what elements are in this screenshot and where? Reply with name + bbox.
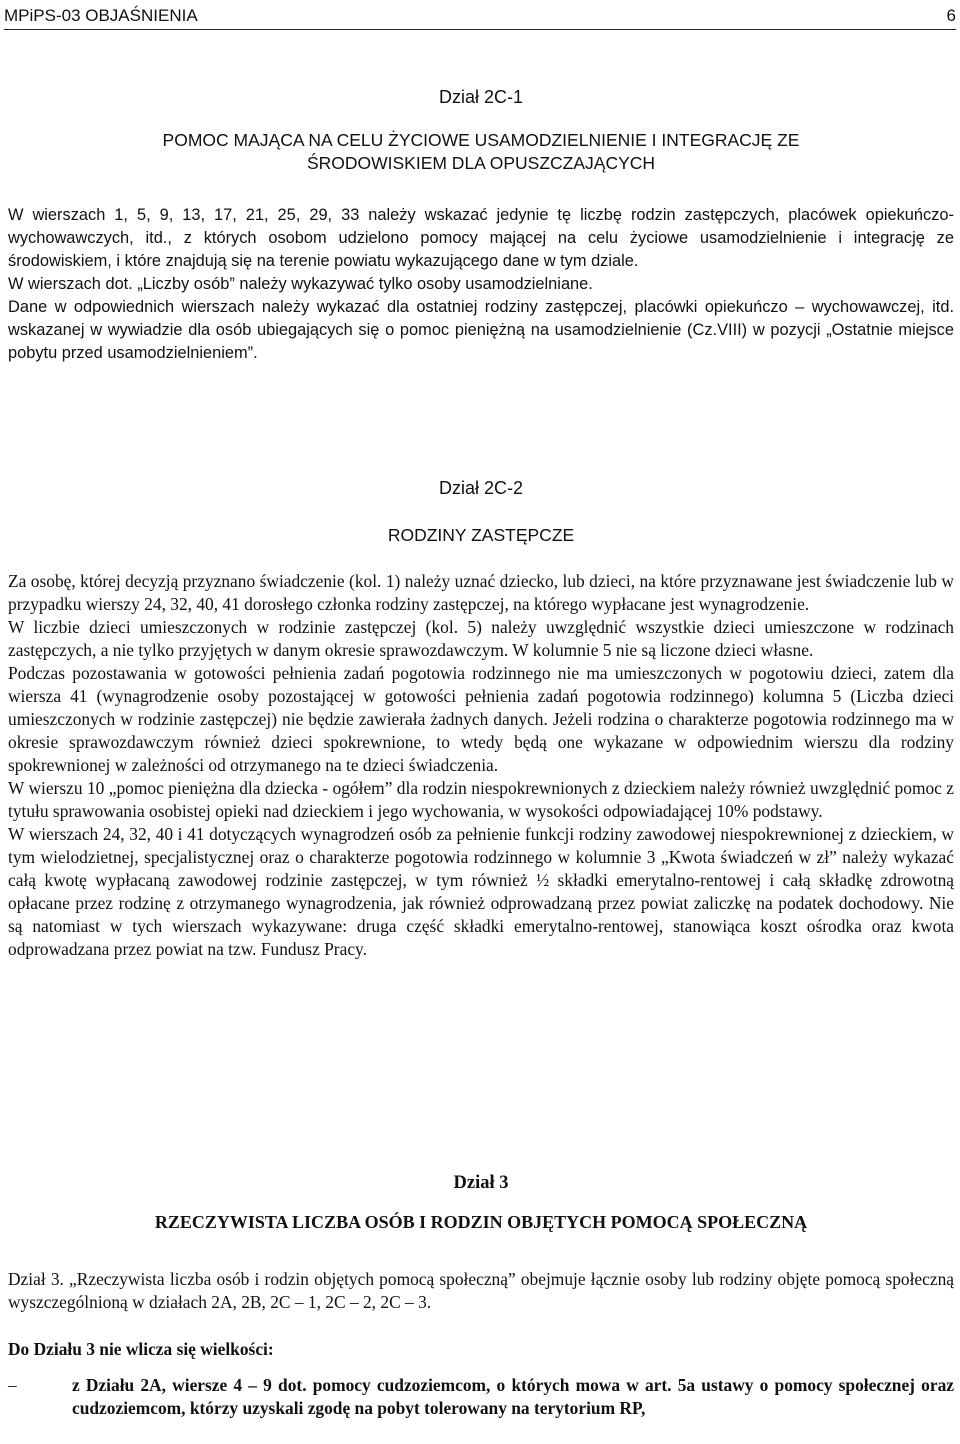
section-3-title: Dział 3 <box>453 1173 509 1193</box>
list-item-text: z Działu 2A, wiersze 4 – 9 dot. pomocy cudzoziemcom, o których mowa w art. 5a ustawy o pomocy społecznej oraz cudzoziemcom, którzy uzyskali zgodę na pobyt tolerowany na terytorium RP, <box>72 1375 954 1418</box>
section-3-body <box>8 1268 954 1314</box>
section-2c2-paragraph-4: W wierszu 10 „pomoc pieniężna dla dziecka - ogółem” dla rodzin niespokrewnionych z dzieckiem należy również uwzględnić pomoc z tytułu sprawowania osobistej opieki nad dzieckiem i jego wychowania, w wysokości odpowiadającej 10% podstawy. <box>8 778 954 821</box>
section-2c2 <box>8 477 954 547</box>
section-2c2-title: Dział 2C-2 <box>438 478 524 498</box>
section-2c2-paragraph-3: Podczas pozostawania w gotowości pełnienia zadań pogotowia rodzinnego nie ma umieszczonych w pogotowiu dzieci, zatem dla wiersza 41 (wynagrodzenie osoby pozostającej w gotowości pełnienia zadań pogotowia rodzinnego) kolumna 5 (Liczba dzieci umieszczonych w rodzinie zastępczej) nie będzie zawierała żadnych danych. Jeżeli rodzina o charakterze pogotowia rodzinnego ma w okresie sprawozdawczym również dzieci spokrewnione, to wtedy będą one wykazane w odpowiednim wierszu dla rodziny spokrewnionej w zależności od otrzymanego na te dzieci świadczenia. <box>8 663 954 775</box>
page-header <box>4 3 956 30</box>
section-3 <box>8 1172 954 1234</box>
section-2c1-paragraph-1: W wierszach 1, 5, 9, 13, 17, 21, 25, 29, 33 należy wskazać jedynie tę liczbę rodzin zastępczych, placówek opiekuńczo-wychowawczych, itd., z których osobom udzielono pomocy mającej na celu życiowe usamodzielnienie i integrację ze środowiskiem, i które znajdują się na terenie powiatu wykazującego dane w tym dziale. <box>8 206 954 270</box>
exclusions-list <box>8 1374 954 1420</box>
section-2c1-paragraph-3: Dane w odpowiednich wierszach należy wykazać dla ostatniej rodziny zastępczej, placówki opiekuńczo – wychowawczej, itd. wskazanej w wywiadzie dla osób ubiegających się o pomoc pieniężną na usamodzielnienie (Cz.VIII) w pozycji „Ostatnie miejsce pobytu przed usamodzielnieniem”. <box>8 298 954 362</box>
section-2c1-title: Dział 2C-1 <box>438 87 524 107</box>
section-2c2-body <box>8 570 954 961</box>
section-2c1-paragraph-2: W wierszach dot. „Liczby osób” należy wykazywać tylko osoby usamodzielniane. <box>8 275 593 293</box>
section-2c1-subtitle-line1: POMOC MAJĄCA NA CELU ŻYCIOWE USAMODZIELNIENIE I INTEGRACJĘ ZE <box>162 130 800 150</box>
section-3-subtitle: RZECZYWISTA LICZBA OSÓB I RODZIN OBJĘTYCH POMOCĄ SPOŁECZNĄ <box>154 1212 808 1232</box>
exclusions-heading: Do Działu 3 nie wlicza się wielkości: <box>8 1339 274 1359</box>
section-2c2-paragraph-2: W liczbie dzieci umieszczonych w rodzinie zastępczej (kol. 5) należy uwzględnić wszystkie dzieci umieszczone w rodzinach zastępczych, a nie tylko przyjętych w danym okresie sprawozdawczym. W kolumnie 5 nie są liczone dzieci własne. <box>8 617 954 660</box>
list-item <box>8 1374 954 1420</box>
page-number: 6 <box>946 6 956 25</box>
section-2c1-body <box>8 204 954 365</box>
list-dash: – <box>8 1375 17 1395</box>
section-3-paragraph-1: Dział 3. „Rzeczywista liczba osób i rodzin objętych pomocą społeczną” obejmuje łącznie osoby lub rodziny objęte pomocą społeczną wyszczególnioną w działach 2A, 2B, 2C – 1, 2C – 2, 2C – 3. <box>8 1269 954 1312</box>
section-2c1-subtitle <box>8 129 954 175</box>
section-2c2-paragraph-1: Za osobę, której decyzją przyznano świadczenie (kol. 1) należy uznać dziecko, lub dzieci, na które przyznawane jest świadczenie lub w przypadku wierszy 24, 32, 40, 41 dorosłego członka rodziny zastępczej, na którego wypłacane jest wynagrodzenie. <box>8 571 954 614</box>
section-3-exclusions <box>8 1338 954 1361</box>
section-2c2-paragraph-5: W wierszach 24, 32, 40 i 41 dotyczących wynagrodzeń osób za pełnienie funkcji rodziny zawodowej niespokrewnionej z dzieckiem, w tym wielodzietnej, specjalistycznej oraz o charakterze pogotowia rodzinnego w kolumnie 3 „Kwota świadczeń w zł” należy wykazać całą kwotę wypłacaną zawodowej rodzinie zastępczej, w tym również ½ składki emerytalno-rentowej i całą składkę zdrowotną opłacane przez rodzinę z otrzymanego wynagrodzenia, jak również odprowadzaną przez powiat zaliczkę na podatek dochodowy. Nie są natomiast w tych wierszach wykazywane: druga część składki emerytalno-rentowej, stanowiąca koszt ośrodka oraz kwota odprowadzana przez powiat na tzw. Fundusz Pracy. <box>8 824 954 959</box>
section-2c2-subtitle: RODZINY ZASTĘPCZE <box>387 525 575 545</box>
section-2c1-subtitle-line2: ŚRODOWISKIEM DLA OPUSZCZAJĄCYCH <box>306 153 656 173</box>
header-title: MPiPS-03 OBJAŚNIENIA <box>4 6 198 25</box>
section-2c1 <box>8 86 954 175</box>
